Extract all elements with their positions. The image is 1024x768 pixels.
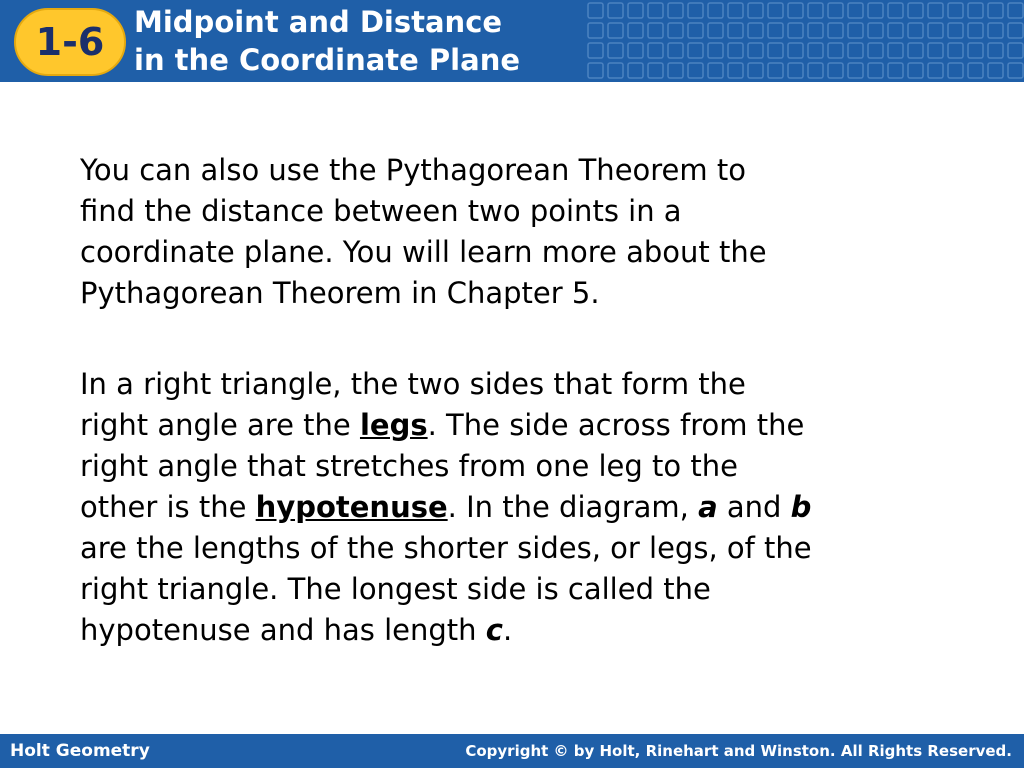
text-segment: right angle are the xyxy=(80,408,360,442)
variable-a: a xyxy=(698,490,718,524)
grid-cell xyxy=(588,3,603,18)
grid-cell xyxy=(648,63,663,78)
grid-cell xyxy=(868,23,883,38)
grid-cell xyxy=(628,3,643,18)
grid-cell xyxy=(628,63,643,78)
grid-cell xyxy=(588,23,603,38)
text-segment: other is the xyxy=(80,490,256,524)
slide-body xyxy=(80,150,980,651)
term-hypotenuse: hypotenuse xyxy=(255,490,448,524)
grid-cell xyxy=(908,23,923,38)
variable-c: c xyxy=(485,613,503,647)
grid-cell xyxy=(648,23,663,38)
grid-cell xyxy=(888,3,903,18)
text-line xyxy=(80,405,980,446)
slide-header xyxy=(0,0,1024,82)
text-segment: hypotenuse and has length xyxy=(80,613,486,647)
grid-cell xyxy=(1008,63,1023,78)
text-line: right triangle. The longest side is called the xyxy=(80,572,711,606)
grid-cell xyxy=(988,63,1003,78)
grid-cell xyxy=(848,43,863,58)
grid-cell xyxy=(768,63,783,78)
grid-cell xyxy=(948,23,963,38)
grid-cell xyxy=(688,43,703,58)
grid-cell xyxy=(608,23,623,38)
grid-cell xyxy=(788,63,803,78)
grid-cell xyxy=(848,3,863,18)
text-line: You can also use the Pythagorean Theorem to xyxy=(80,153,746,187)
grid-cell xyxy=(828,63,843,78)
slide-title xyxy=(134,3,520,79)
grid-cell xyxy=(848,23,863,38)
grid-cell xyxy=(728,3,743,18)
grid-cell xyxy=(888,23,903,38)
footer-copyright: Copyright © by Holt, Rinehart and Winston. All Rights Reserved. xyxy=(465,742,1012,760)
grid-cell xyxy=(948,43,963,58)
grid-cell xyxy=(708,43,723,58)
term-legs: legs xyxy=(359,408,428,442)
text-segment: . In the diagram, xyxy=(447,490,699,524)
grid-cell xyxy=(968,3,983,18)
grid-cell xyxy=(868,3,883,18)
grid-cell xyxy=(688,3,703,18)
text-line: find the distance between two points in a xyxy=(80,194,682,228)
grid-cell xyxy=(1008,43,1023,58)
grid-cell xyxy=(828,3,843,18)
text-segment: and xyxy=(717,490,791,524)
grid-cell xyxy=(968,43,983,58)
grid-cell xyxy=(788,43,803,58)
grid-cell xyxy=(948,63,963,78)
lesson-badge: 1-6 xyxy=(14,8,126,76)
grid-cell xyxy=(968,63,983,78)
text-line: In a right triangle, the two sides that form the xyxy=(80,367,746,401)
text-line xyxy=(80,610,980,651)
grid-cell xyxy=(688,23,703,38)
text-line: coordinate plane. You will learn more about the xyxy=(80,235,767,269)
grid-cell xyxy=(888,43,903,58)
text-segment: . The side across from the xyxy=(427,408,805,442)
grid-cell xyxy=(888,63,903,78)
title-line-2: in the Coordinate Plane xyxy=(134,43,521,77)
grid-cell xyxy=(668,23,683,38)
grid-cell xyxy=(748,3,763,18)
grid-cell xyxy=(648,3,663,18)
grid-cell xyxy=(988,23,1003,38)
grid-cell xyxy=(648,43,663,58)
grid-cell xyxy=(808,43,823,58)
footer-book-title: Holt Geometry xyxy=(10,741,150,761)
grid-cell xyxy=(668,43,683,58)
grid-cell xyxy=(908,63,923,78)
grid-cell xyxy=(708,63,723,78)
grid-cell xyxy=(668,3,683,18)
grid-cell xyxy=(728,43,743,58)
slide-footer xyxy=(0,734,1024,768)
grid-cell xyxy=(628,23,643,38)
grid-cell xyxy=(908,3,923,18)
grid-cell xyxy=(1008,23,1023,38)
grid-cell xyxy=(808,23,823,38)
grid-cell xyxy=(588,63,603,78)
grid-cell xyxy=(768,23,783,38)
paragraph-pythagorean-intro xyxy=(80,150,980,314)
grid-cell xyxy=(608,43,623,58)
grid-cell xyxy=(928,63,943,78)
grid-cell xyxy=(728,23,743,38)
grid-cell xyxy=(968,23,983,38)
grid-cell xyxy=(868,63,883,78)
grid-cell xyxy=(808,63,823,78)
grid-cell xyxy=(988,43,1003,58)
variable-b: b xyxy=(790,490,812,524)
text-line: are the lengths of the shorter sides, or legs, of the xyxy=(80,531,812,565)
grid-cell xyxy=(868,43,883,58)
grid-cell xyxy=(688,63,703,78)
grid-cell xyxy=(908,43,923,58)
title-line-1: Midpoint and Distance xyxy=(134,5,503,39)
grid-cell xyxy=(928,23,943,38)
grid-cell xyxy=(788,3,803,18)
grid-cell xyxy=(828,43,843,58)
text-segment: . xyxy=(502,613,513,647)
text-line: Pythagorean Theorem in Chapter 5. xyxy=(80,276,600,310)
text-line xyxy=(80,487,980,528)
grid-cell xyxy=(668,63,683,78)
grid-cell xyxy=(948,3,963,18)
grid-cell xyxy=(588,43,603,58)
grid-cell xyxy=(748,23,763,38)
grid-cell xyxy=(708,3,723,18)
grid-pattern-decoration xyxy=(584,0,1024,82)
grid-cell xyxy=(608,3,623,18)
grid-cell xyxy=(768,43,783,58)
text-line: right angle that stretches from one leg to the xyxy=(80,449,738,483)
grid-cell xyxy=(728,63,743,78)
grid-cell xyxy=(848,63,863,78)
grid-cell xyxy=(788,23,803,38)
grid-cell xyxy=(748,63,763,78)
grid-cell xyxy=(608,63,623,78)
grid-cell xyxy=(928,3,943,18)
grid-cell xyxy=(988,3,1003,18)
grid-cell xyxy=(628,43,643,58)
grid-cell xyxy=(1008,3,1023,18)
grid-cell xyxy=(928,43,943,58)
grid-cell xyxy=(808,3,823,18)
grid-cell xyxy=(828,23,843,38)
grid-cell xyxy=(748,43,763,58)
grid-cell xyxy=(768,3,783,18)
grid-cell xyxy=(708,23,723,38)
paragraph-legs-hypotenuse xyxy=(80,364,980,651)
